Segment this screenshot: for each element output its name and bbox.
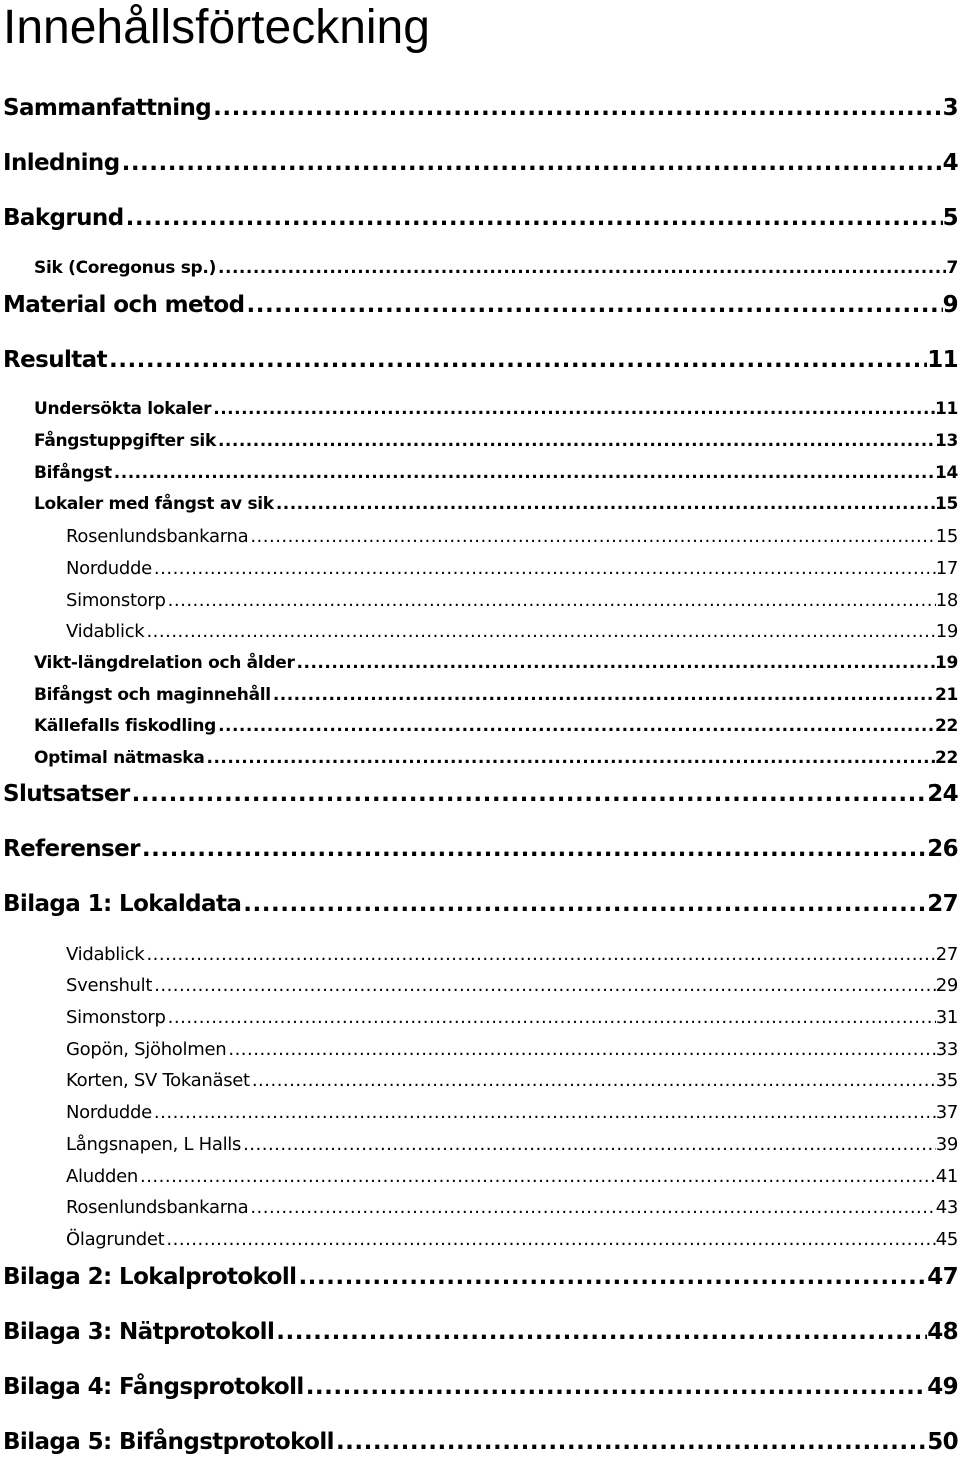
toc-entry-kallefalls-fiskodling[interactable] <box>34 716 958 736</box>
toc-entry-inledning[interactable] <box>3 150 958 176</box>
toc-leader <box>138 1166 936 1187</box>
toc-page-number: 22 <box>934 716 958 736</box>
toc-entry-label: Bifångst och maginnehåll <box>34 685 271 705</box>
toc-entry-label: Bilaga 3: Nätprotokoll <box>3 1319 275 1345</box>
toc-leader <box>144 621 935 642</box>
toc-entry-label: Fångstuppgifter sik <box>34 431 216 451</box>
toc-entry-rosenlundsbankarna[interactable] <box>66 526 958 547</box>
toc-entry-bilaga1-simonstorp[interactable] <box>66 1007 958 1028</box>
toc-page-number: 48 <box>927 1319 958 1345</box>
toc-entry-bilaga-2[interactable] <box>3 1264 958 1290</box>
toc-entry-label: Slutsatser <box>3 781 130 807</box>
toc-page-number: 3 <box>942 95 958 121</box>
toc-entry-label: Bilaga 5: Bifångstprotokoll <box>3 1429 334 1455</box>
toc-entry-label: Ölagrundet <box>66 1229 165 1250</box>
toc-entry-bifangst[interactable] <box>34 463 958 483</box>
toc-leader <box>211 399 935 419</box>
toc-entry-gopon-sjoholmen[interactable] <box>66 1039 958 1060</box>
toc-leader <box>226 1039 935 1060</box>
toc-leader <box>164 1229 935 1250</box>
toc-page-number: 37 <box>935 1102 958 1123</box>
toc-page-number: 47 <box>927 1264 958 1290</box>
toc-leader <box>144 944 935 965</box>
toc-entry-label: Källefalls fiskodling <box>34 716 217 736</box>
toc-entry-label: Bilaga 1: Lokaldata <box>3 891 242 917</box>
toc-entry-vidablick[interactable] <box>66 621 958 642</box>
toc-entry-bakgrund[interactable] <box>3 205 958 231</box>
toc-entry-simonstorp[interactable] <box>66 590 958 611</box>
toc-leader <box>274 1319 927 1345</box>
toc-entry-sik[interactable] <box>34 258 958 278</box>
toc-page-number: 17 <box>935 558 958 579</box>
toc-entry-label: Sik (Coregonus sp.) <box>34 258 217 278</box>
toc-leader <box>107 347 927 373</box>
toc-entry-label: Bilaga 2: Lokalprotokoll <box>3 1264 297 1290</box>
toc-leader <box>241 891 927 917</box>
toc-leader <box>152 558 936 579</box>
toc-page-number: 31 <box>935 1007 958 1028</box>
toc-page-number: 15 <box>934 494 958 514</box>
toc-page-number: 27 <box>927 891 958 917</box>
toc-entry-bilaga1-vidablick[interactable] <box>66 944 958 965</box>
toc-entry-label: Lokaler med fångst av sik <box>34 494 274 514</box>
toc-leader <box>124 205 943 231</box>
toc-entry-label: Vikt-längdrelation och ålder <box>34 653 295 673</box>
toc-page-number: 4 <box>942 150 958 176</box>
toc-page-number: 22 <box>934 748 958 768</box>
toc-leader <box>334 1429 927 1455</box>
toc-entry-label: Undersökta lokaler <box>34 399 212 419</box>
toc-page-number: 24 <box>927 781 958 807</box>
toc-entry-label: Simonstorp <box>66 590 166 611</box>
toc-entry-undersokta-lokaler[interactable] <box>34 399 958 419</box>
toc-page-number: 21 <box>934 685 958 705</box>
toc-entry-label: Optimal nätmaska <box>34 748 205 768</box>
toc-entry-label: Material och metod <box>3 292 245 318</box>
toc-entry-label: Bifångst <box>34 463 112 483</box>
toc-page-number: 26 <box>927 836 958 862</box>
toc-entry-optimal-natmaska[interactable] <box>34 748 958 768</box>
toc-page-number: 35 <box>935 1070 958 1091</box>
toc-entry-fangstuppgifter-sik[interactable] <box>34 431 958 451</box>
toc-entry-label: Långsnapen, L Halls <box>66 1134 242 1155</box>
toc-leader <box>241 1134 936 1155</box>
toc-entry-vikt-langdrelation[interactable] <box>34 653 958 673</box>
toc-page-number: 33 <box>935 1039 958 1060</box>
toc-entry-slutsatser[interactable] <box>3 781 958 807</box>
toc-page-number: 45 <box>935 1229 958 1250</box>
toc-page-number: 11 <box>934 399 958 419</box>
toc-page-number: 49 <box>927 1374 958 1400</box>
toc-entry-label: Simonstorp <box>66 1007 166 1028</box>
toc-entry-label: Sammanfattning <box>3 95 212 121</box>
toc-leader <box>244 292 942 318</box>
toc-entry-sammanfattning[interactable] <box>3 95 958 121</box>
toc-page-number: 13 <box>934 431 958 451</box>
toc-entry-nordudde[interactable] <box>66 558 958 579</box>
toc-leader <box>304 1374 928 1400</box>
toc-entry-label: Bakgrund <box>3 205 124 231</box>
toc-leader <box>112 463 935 483</box>
toc-leader <box>166 1007 936 1028</box>
toc-page-number: 7 <box>946 258 958 278</box>
toc-entry-label: Inledning <box>3 150 120 176</box>
toc-entry-material-och-metod[interactable] <box>3 292 958 318</box>
toc-page-number: 5 <box>942 205 958 231</box>
toc-entry-bilaga1-rosenlundsbankarna[interactable] <box>66 1197 958 1218</box>
toc-entry-label: Rosenlundsbankarna <box>66 526 249 547</box>
toc-entry-label: Rosenlundsbankarna <box>66 1197 249 1218</box>
toc-leader <box>274 494 935 514</box>
toc-entry-label: Nordudde <box>66 1102 152 1123</box>
toc-leader <box>152 975 936 996</box>
toc-leader <box>166 590 936 611</box>
toc-entry-korten-sv-tokanaset[interactable] <box>66 1070 958 1091</box>
toc-leader <box>120 150 943 176</box>
toc-page-number: 29 <box>935 975 958 996</box>
toc-entry-bilaga-5[interactable] <box>3 1429 958 1455</box>
toc-entry-label: Korten, SV Tokanäset <box>66 1070 250 1091</box>
toc-page-number: 50 <box>927 1429 958 1455</box>
toc-page-number: 9 <box>942 292 958 318</box>
toc-entry-bilaga1-nordudde[interactable] <box>66 1102 958 1123</box>
toc-page-number: 15 <box>935 526 958 547</box>
toc-entry-olagrundet[interactable] <box>66 1229 958 1250</box>
toc-entry-resultat[interactable] <box>3 347 958 373</box>
toc-leader <box>130 781 928 807</box>
toc-entry-label: Nordudde <box>66 558 152 579</box>
toc-page-number: 14 <box>934 463 958 483</box>
toc-entry-referenser[interactable] <box>3 836 958 862</box>
toc-entry-bilaga-4[interactable] <box>3 1374 958 1400</box>
toc-leader <box>295 653 935 673</box>
toc-entry-svenshult[interactable] <box>66 975 958 996</box>
toc-leader <box>216 258 946 278</box>
toc-leader <box>248 1197 935 1218</box>
toc-leader <box>216 716 935 736</box>
toc-entry-label: Vidablick <box>66 621 145 642</box>
toc-leader <box>152 1102 936 1123</box>
page-title: Innehållsförteckning <box>3 1 430 54</box>
toc-leader <box>140 836 927 862</box>
toc-leader <box>216 431 935 451</box>
toc-page-number: 43 <box>935 1197 958 1218</box>
toc-entry-label: Svenshult <box>66 975 153 996</box>
toc-leader <box>250 1070 936 1091</box>
toc-entry-label: Bilaga 4: Fångsprotokoll <box>3 1374 304 1400</box>
toc-leader <box>271 685 935 705</box>
toc-entry-bilaga-1[interactable] <box>3 891 958 917</box>
toc-entry-langsnapen-l-halls[interactable] <box>66 1134 958 1155</box>
toc-entry-label: Resultat <box>3 347 107 373</box>
toc-entry-label: Aludden <box>66 1166 138 1187</box>
toc-page-number: 19 <box>934 653 958 673</box>
toc-page-number: 18 <box>935 590 958 611</box>
toc-leader <box>205 748 935 768</box>
toc-entry-label: Vidablick <box>66 944 145 965</box>
toc-page-number: 11 <box>927 347 958 373</box>
toc-leader <box>211 95 942 121</box>
toc-page-number: 19 <box>935 621 958 642</box>
toc-page-number: 41 <box>935 1166 958 1187</box>
toc-entry-bifangst-och-maginnehall[interactable] <box>34 685 958 705</box>
toc-leader <box>296 1264 927 1290</box>
toc-entry-aludden[interactable] <box>66 1166 958 1187</box>
toc-leader <box>248 526 935 547</box>
toc-entry-lokaler-med-fangst[interactable] <box>34 494 958 514</box>
toc-entry-bilaga-3[interactable] <box>3 1319 958 1345</box>
toc-page-number: 27 <box>935 944 958 965</box>
toc-entry-label: Gopön, Sjöholmen <box>66 1039 227 1060</box>
toc-entry-label: Referenser <box>3 836 140 862</box>
toc-page-number: 39 <box>935 1134 958 1155</box>
